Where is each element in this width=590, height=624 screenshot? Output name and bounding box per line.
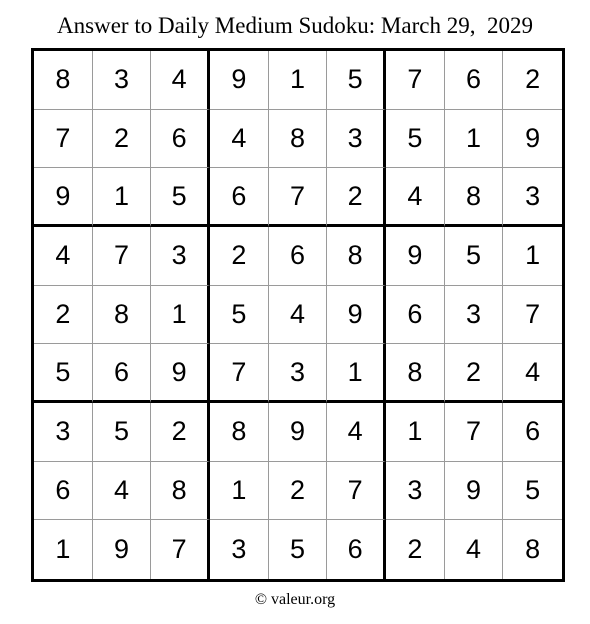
sudoku-cell-r8c5: 2 <box>269 462 328 521</box>
sudoku-cell-r1c3: 4 <box>151 51 210 110</box>
sudoku-cell-r4c1: 4 <box>34 227 93 286</box>
sudoku-cell-r5c4: 5 <box>210 286 269 345</box>
sudoku-cell-r3c8: 8 <box>445 168 504 227</box>
sudoku-cell-r5c5: 4 <box>269 286 328 345</box>
sudoku-cell-r1c2: 3 <box>93 51 152 110</box>
sudoku-cell-r6c8: 2 <box>445 344 504 403</box>
sudoku-cell-r8c3: 8 <box>151 462 210 521</box>
sudoku-cell-r3c6: 2 <box>327 168 386 227</box>
sudoku-cell-r3c1: 9 <box>34 168 93 227</box>
sudoku-cell-r6c9: 4 <box>503 344 562 403</box>
sudoku-cell-r7c9: 6 <box>503 403 562 462</box>
sudoku-cell-r8c2: 4 <box>93 462 152 521</box>
sudoku-cell-r1c1: 8 <box>34 51 93 110</box>
sudoku-cell-r1c5: 1 <box>269 51 328 110</box>
sudoku-cell-r7c7: 1 <box>386 403 445 462</box>
sudoku-cell-r4c7: 9 <box>386 227 445 286</box>
sudoku-cell-r9c6: 6 <box>327 520 386 579</box>
sudoku-cell-r8c4: 1 <box>210 462 269 521</box>
sudoku-cell-r4c6: 8 <box>327 227 386 286</box>
sudoku-cell-r8c8: 9 <box>445 462 504 521</box>
sudoku-cell-r7c4: 8 <box>210 403 269 462</box>
sudoku-cell-r5c2: 8 <box>93 286 152 345</box>
sudoku-cell-r6c4: 7 <box>210 344 269 403</box>
sudoku-cell-r4c8: 5 <box>445 227 504 286</box>
sudoku-cell-r2c3: 6 <box>151 110 210 169</box>
sudoku-cell-r6c3: 9 <box>151 344 210 403</box>
sudoku-cell-r3c2: 1 <box>93 168 152 227</box>
sudoku-cell-r7c5: 9 <box>269 403 328 462</box>
sudoku-cell-r7c2: 5 <box>93 403 152 462</box>
sudoku-cell-r2c7: 5 <box>386 110 445 169</box>
sudoku-cell-r8c1: 6 <box>34 462 93 521</box>
sudoku-cell-r5c6: 9 <box>327 286 386 345</box>
sudoku-cell-r4c2: 7 <box>93 227 152 286</box>
sudoku-cell-r9c1: 1 <box>34 520 93 579</box>
sudoku-cell-r3c7: 4 <box>386 168 445 227</box>
sudoku-cell-r5c8: 3 <box>445 286 504 345</box>
sudoku-cell-r2c8: 1 <box>445 110 504 169</box>
sudoku-cell-r2c6: 3 <box>327 110 386 169</box>
sudoku-cell-r1c6: 5 <box>327 51 386 110</box>
sudoku-cell-r3c9: 3 <box>503 168 562 227</box>
sudoku-cell-r2c2: 2 <box>93 110 152 169</box>
sudoku-cell-r7c8: 7 <box>445 403 504 462</box>
sudoku-cell-r3c5: 7 <box>269 168 328 227</box>
sudoku-cell-r7c6: 4 <box>327 403 386 462</box>
sudoku-cell-r9c5: 5 <box>269 520 328 579</box>
sudoku-cell-r5c1: 2 <box>34 286 93 345</box>
copyright-footer: © valeur.org <box>254 591 336 608</box>
sudoku-cell-r1c4: 9 <box>210 51 269 110</box>
sudoku-cell-r1c8: 6 <box>445 51 504 110</box>
sudoku-cell-r1c7: 7 <box>386 51 445 110</box>
sudoku-cell-r9c8: 4 <box>445 520 504 579</box>
sudoku-cell-r8c9: 5 <box>503 462 562 521</box>
sudoku-cell-r7c1: 3 <box>34 403 93 462</box>
sudoku-cell-r6c5: 3 <box>269 344 328 403</box>
sudoku-cell-r9c3: 7 <box>151 520 210 579</box>
sudoku-cell-r8c6: 7 <box>327 462 386 521</box>
sudoku-cell-r5c7: 6 <box>386 286 445 345</box>
sudoku-grid <box>31 48 565 582</box>
sudoku-cell-r9c9: 8 <box>525 534 541 565</box>
sudoku-cell-r2c5: 8 <box>269 110 328 169</box>
sudoku-cell-r6c2: 6 <box>93 344 152 403</box>
sudoku-cell-r2c9: 9 <box>503 110 562 169</box>
sudoku-cell-r2c1: 7 <box>34 110 93 169</box>
page-title: Answer to Daily Medium Sudoku: March 29, 2029 <box>57 13 533 38</box>
sudoku-cell-r9c2: 9 <box>93 520 152 579</box>
sudoku-cell-r5c3: 1 <box>151 286 210 345</box>
sudoku-cell-r8c7: 3 <box>386 462 445 521</box>
sudoku-cell-r6c6: 1 <box>327 344 386 403</box>
sudoku-cell-r1c9: 2 <box>503 51 562 110</box>
sudoku-cell-r6c7: 8 <box>386 344 445 403</box>
sudoku-cell-r3c3: 5 <box>151 168 210 227</box>
sudoku-cell-r4c9: 1 <box>503 227 562 286</box>
sudoku-cell-r4c5: 6 <box>269 227 328 286</box>
sudoku-cell-r9c7: 2 <box>386 520 445 579</box>
sudoku-cell-r7c3: 2 <box>151 403 210 462</box>
sudoku-cell-r3c4: 6 <box>210 168 269 227</box>
sudoku-cell-r4c3: 3 <box>151 227 210 286</box>
sudoku-cell-r9c4: 3 <box>210 520 269 579</box>
sudoku-cell-r6c1: 5 <box>34 344 93 403</box>
sudoku-cell-r5c9: 7 <box>503 286 562 345</box>
sudoku-cell-r2c4: 4 <box>210 110 269 169</box>
sudoku-cell-r4c4: 2 <box>210 227 269 286</box>
